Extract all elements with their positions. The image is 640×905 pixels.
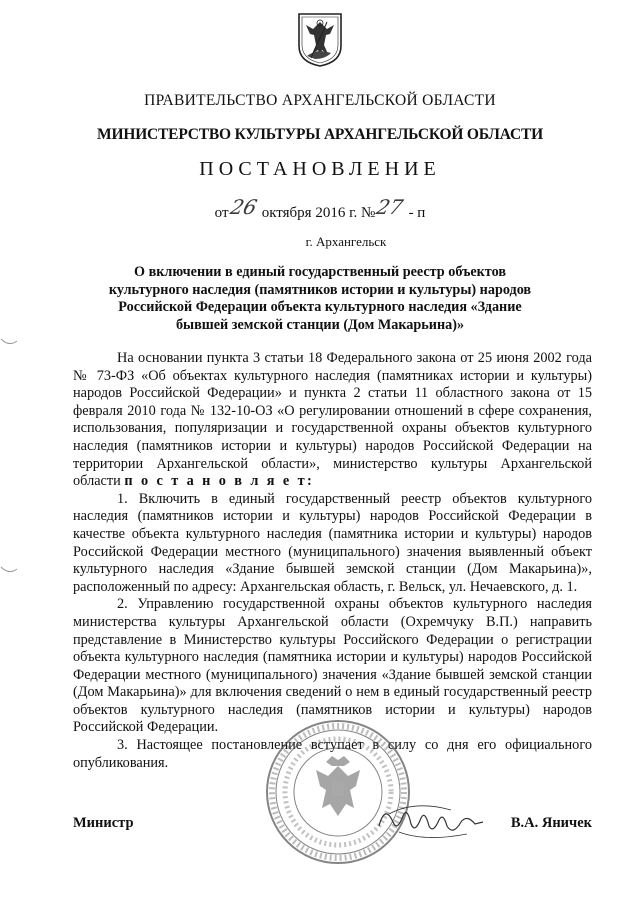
binder-hole-mark	[0, 338, 18, 346]
handwritten-number: 27	[374, 195, 406, 219]
ministry-header: МИНИСТЕРСТВО КУЛЬТУРЫ АРХАНГЕЛЬСКОЙ ОБЛАСТИ	[97, 126, 543, 143]
signer-position: Министр	[73, 815, 134, 831]
document-title: О включении в единый государственный реестр объектов культурного наследия (памятников истории и культуры) народов Российской Федерации объекта культурного наследия «Здание бывшей земской станции (Дом Макарьина)»	[108, 264, 532, 333]
preamble-text: На основании пункта 3 статьи 18 Федерального закона от 25 июня 2002 года № 73-ФЗ «Об объектах культурного наследия (памятниках истории и культуры) народов Российской Федерации» и пункта 2 статьи 11 областного закона от 15 февраля 2010 года № 132-10-ОЗ «О регулировании отношений в сфере сохранения, использования, популяризации и государственной охраны объектов культурного наследия (памятников истории и культуры) народов Российской Федерации на территории Архангельской области», министерство культуры Архангельской области	[73, 350, 592, 490]
binder-hole-mark	[0, 566, 18, 574]
document-type-heading: ПОСТАНОВЛЕНИЕ	[199, 158, 441, 180]
document-body	[73, 350, 592, 772]
city-line: г. Архангельск	[305, 234, 387, 249]
date-prefix: от	[214, 205, 229, 221]
signer-name: В.А. Яничек	[510, 815, 592, 831]
government-header: ПРАВИТЕЛЬСТВО АРХАНГЕЛЬСКОЙ ОБЛАСТИ	[144, 92, 496, 109]
handwritten-day: 26	[227, 195, 259, 219]
date-number-line	[0, 195, 640, 222]
clause-3: 3. Настоящее постановление вступает в силу со дня его официального опубликования.	[73, 737, 592, 771]
preamble-paragraph	[73, 350, 592, 491]
coat-of-arms-emblem	[297, 12, 343, 68]
archangel-emblem-icon	[297, 12, 343, 68]
handwritten-signature	[375, 796, 487, 846]
clause-2: 2. Управлению государственной охраны объектов культурного наследия министерства культуры Архангельской области (Охремчуку В.П.) направить представление в Министерство культуры Российского Федерации о регистрации объекта культурного наследия (памятника истории и культуры) народов Российской Федерации местного (муниципального) значения «Здание бывшей земской станции (Дом Макарьина)» для включения сведений о нем в единый государственный реестр объектов культурного наследия (памятников истории и культуры) народов Российской Федерации.	[73, 596, 592, 736]
resolves-word: п о с т а н о в л я е т:	[124, 473, 315, 490]
clause-1: 1. Включить в единый государственный реестр объектов культурного наследия (памятников истории и культуры) народов Российской Федерации в качестве объекта культурного наследия (памятника истории и культуры) народов Российской Федерации местного (муниципального) значения выявленный объект культурного наследия «Здание бывшей земской станции (Дом Макарьина)», расположенный по адресу: Архангельская область, г. Вельск, ул. Нечаевского, д. 1.	[73, 490, 592, 595]
date-month-year: октября 2016 г. №	[261, 205, 376, 221]
number-suffix: - п	[408, 205, 426, 221]
